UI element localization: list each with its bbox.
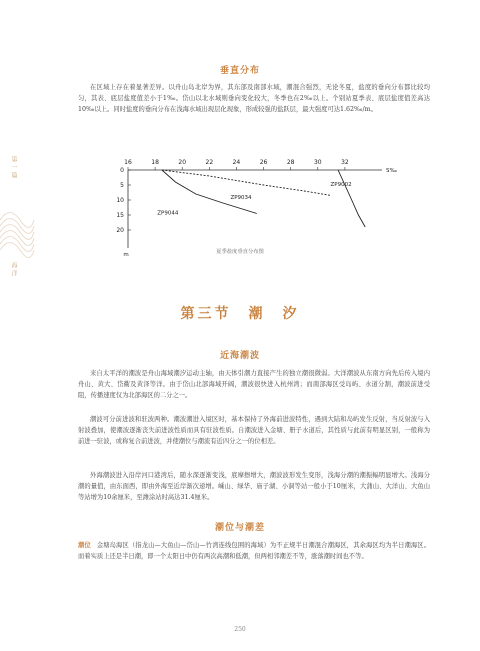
paragraph-nearshore-1: 来自太平洋的潮波是舟山海域潮汐运动主轴，由天体引潮力直接产生的独立潮很微弱。大洋潮波从东南方向先后传入境内舟山、黄大、岱衢及黄泽等洋。由于岱山北部海域开阔，潮波很快进入杭州湾；而南部海区受岛屿、水道分割，潮波前进受阻，传播速度仅为北部海区的二分之一。 <box>78 370 430 400</box>
chart-caption: 夏季盐度垂直分布图 <box>216 249 264 255</box>
side-part-label: 第一篇 <box>10 156 17 180</box>
paragraph-nearshore-2: 潮波可分前进波和驻波两种。潮波潮进入境区时，基本保持了外海前进波特性，遇到大陆和岛屿发生反射，当反射波与入射波叠加，使潮波逐渐丧失前进波性质而具有驻波性质。自潮波进入金塘、册子水道后，其性质与此前有明显区别，一般称为前进一驻波，或称复合前进波，并使潮位与潮流有近四分之一的位相差。 <box>78 416 430 446</box>
section-title-nearshore: 近海潮波 <box>219 351 260 361</box>
x-tick-label: 18 <box>151 159 159 166</box>
paragraph-tide-range <box>78 540 430 562</box>
x-tick-label: 32 <box>341 159 349 166</box>
chapter-title: 第三节 潮 汐 <box>180 306 300 322</box>
x-tick-label: 16 <box>124 159 132 166</box>
x-tick-label: 24 <box>232 159 241 166</box>
y-unit-label: m <box>123 252 129 258</box>
paragraph-nearshore-3: 外海潮波进入沿岸河口港湾后，随水深逐渐变浅，底摩擦增大，潮波波形发生变形，浅海分潮的潮振幅明显增大。浅海分潮的量值，由东面西，即由外海至近岸渐次递增。嵊山、绿华、庙子湖、小洞等站一般小于10厘米，大蒲山、大洋山、大鱼山等站增为10余厘米，至潍涂站时高达31.4厘米。 <box>78 472 430 502</box>
page-number: 250 <box>234 626 246 633</box>
lead-term: 潮位 <box>78 542 91 549</box>
x-tick-label: 22 <box>205 159 214 166</box>
x-tick-label: 30 <box>313 159 322 166</box>
series-line-zp9044 <box>162 170 257 214</box>
section-title-vertical: 垂直分布 <box>219 66 260 76</box>
x-tick-label: 28 <box>286 159 295 166</box>
y-tick-label: 10 <box>116 197 124 204</box>
paragraph-vertical: 在区域上存在着显著差异。以舟山岛北岸为界，其东部及南部水域，潮混合强烈，无论冬夏，盐度的垂向分布都比较均匀，其表、底层盐度值差小于1‰。岱山以北水域则垂向变化较大，冬季也在2‰以上。个别站夏季表、底层盐度值差高达10‰以上。同时盐度的垂向分布在浅海水域出现层化现象，形成较强的盐跃层，最大强度可达1.62‰/m。 <box>78 84 430 114</box>
x-tick-label: 20 <box>178 159 187 166</box>
y-tick-label: 20 <box>116 227 124 234</box>
series-label-zp9002: ZP9002 <box>330 181 352 188</box>
section-title-tide-range: 潮位与潮差 <box>214 523 265 533</box>
series-label-zp9034: ZP9034 <box>230 194 252 201</box>
x-tick-label: 26 <box>259 159 268 166</box>
paragraph-tide-range-text: 金塘岛海区（指龙山—大鱼山—岱山—竹湾连线包围的海域）为不正规半日潮混合潮海区，其余海区均为半日潮海区。而着实质上还是半日潮，即一个太阳日中仍有两次高潮和低潮，但两相邻潮差不等，涨落潮时间也不等。 <box>78 542 431 561</box>
side-topic-label: 海洋 <box>10 262 17 278</box>
y-tick-label: 5 <box>120 182 124 189</box>
y-tick-label: 0 <box>120 167 124 174</box>
series-line-zp9002 <box>338 170 365 227</box>
x-unit-label: S‰ <box>386 168 397 174</box>
series-line-zp9034 <box>162 170 331 196</box>
series-label-zp9044: ZP9044 <box>157 210 179 217</box>
y-tick-label: 15 <box>116 212 124 219</box>
